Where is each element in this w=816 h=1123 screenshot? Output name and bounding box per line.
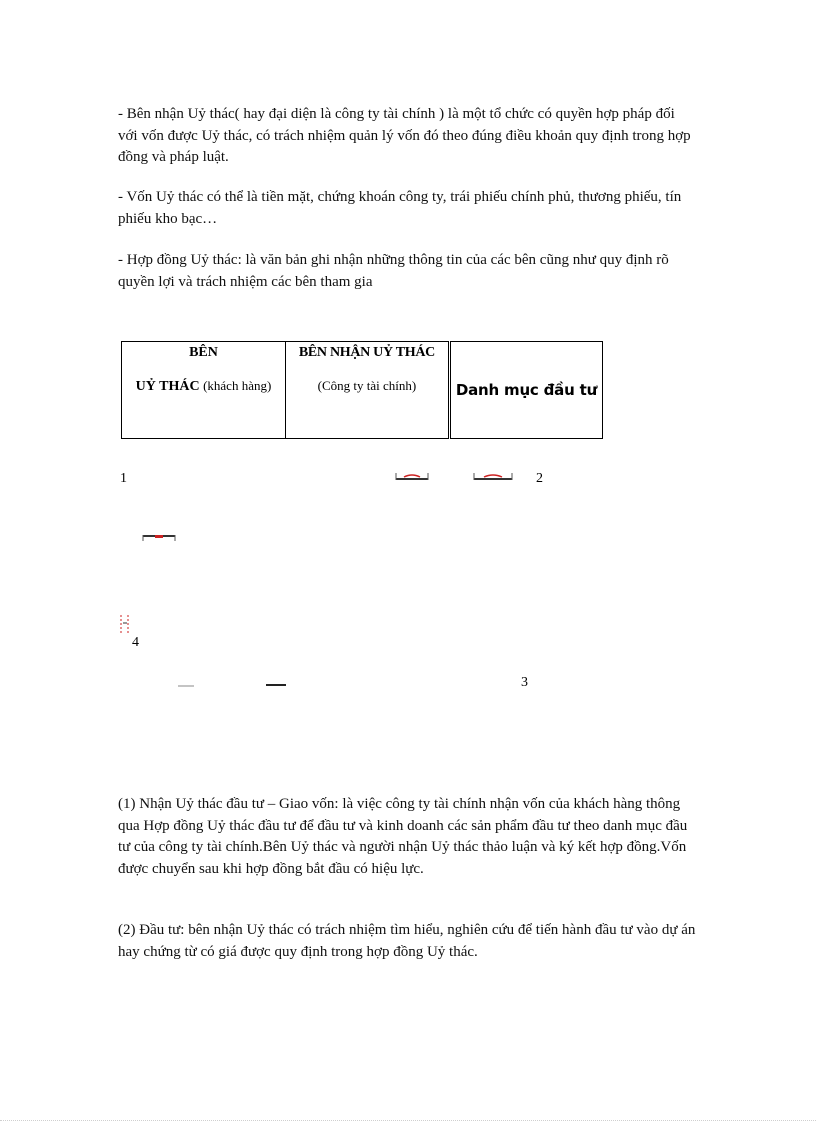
arrow-fragment-a [394, 470, 430, 482]
parties-table [121, 341, 603, 439]
step-number-4: 4 [132, 635, 139, 650]
cell-trustor [122, 342, 286, 439]
trustor-subheading [122, 378, 285, 395]
trustee-note: (Công ty tài chính) [317, 378, 417, 393]
cell-trustee [285, 342, 449, 439]
paragraph-trust-contract: - Hợp đồng Uỷ thác: là văn bản ghi nhận những thông tin của các bên cũng như quy định rõ quyền lợi và trách nhiệm các bên tham gia [118, 252, 669, 290]
page-bottom-border [0, 1120, 816, 1121]
step-number-3: 3 [521, 675, 528, 690]
trustor-heading: BÊN [189, 345, 218, 360]
trustor-note: (khách hàng) [203, 378, 272, 393]
paragraph-step-2: (2) Đầu tư: bên nhận Uỷ thác có trách nhiệm tìm hiểu, nghiên cứu để tiến hành đầu tư vào dự án hay chứng từ có giá được quy định trong hợp đồng Uỷ thác. [118, 922, 696, 960]
paragraph-step-1: (1) Nhận Uỷ thác đầu tư – Giao vốn: là việc công ty tài chính nhận vốn của khách hàng thông qua Hợp đồng Uỷ thác đầu tư để đầu tư và kinh doanh các sản phẩm đầu tư theo danh mục đầu tư của công ty tài chính.Bên Uỷ thác và người nhận Uỷ thác thảo luận và ký kết hợp đồng.Vốn được chuyển sau khi hợp đồng bắt đầu có hiệu lực. [118, 796, 688, 877]
paragraph-trust-capital: - Vốn Uỷ thác có thể là tiền mặt, chứng khoán công ty, trái phiếu chính phủ, thương phiếu, tín phiếu kho bạc… [118, 189, 682, 227]
arrow-fragment-b [472, 470, 514, 482]
arrow-fragment-f [264, 682, 288, 688]
trustee-heading: BÊN NHẬN UỶ THÁC [298, 345, 435, 360]
paragraph-trustee: - Bên nhận Uỷ thác( hay đại diện là công ty tài chính ) là một tổ chức có quyền hợp pháp đối với vốn được Uỷ thác, có trách nhiệm quản lý vốn đó theo đúng điều khoản quy định trong hợp đồng và pháp luật. [118, 106, 691, 165]
arrow-fragment-e [176, 683, 196, 689]
cell-portfolio [449, 342, 602, 439]
step-number-2: 2 [536, 471, 543, 486]
step-number-1: 1 [120, 471, 127, 486]
arrow-fragment-d [118, 613, 132, 635]
arrow-fragment-c [141, 533, 177, 543]
trustor-label: UỶ THÁC [135, 379, 200, 394]
portfolio-heading: Danh mục đầu tư [455, 381, 598, 399]
